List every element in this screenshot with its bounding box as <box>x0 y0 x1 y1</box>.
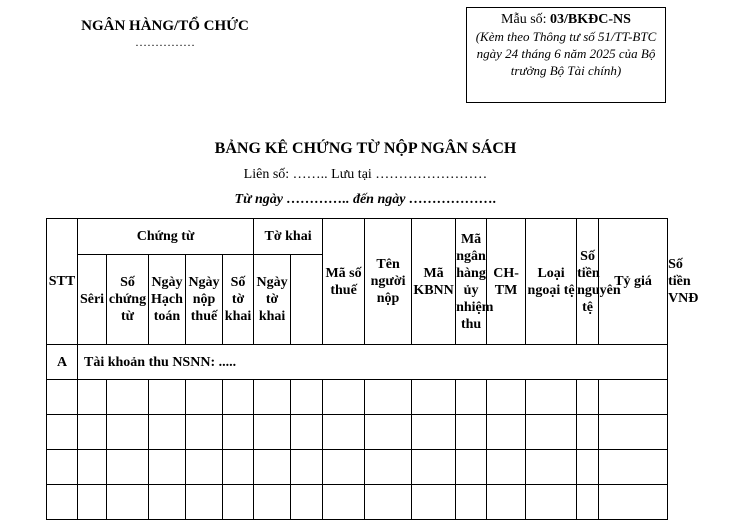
col-header-ma-so-thue: Mã số thuế <box>323 219 365 345</box>
table-row <box>47 450 668 485</box>
section-label: Tài khoản thu NSNN: ..... <box>78 345 668 380</box>
col-header-so-tien-nguyen-te: Số tiền nguyên tệ <box>577 219 599 345</box>
col-header-stt: STT <box>47 219 78 345</box>
document-title: BẢNG KÊ CHỨNG TỪ NỘP NGÂN SÁCH <box>214 140 517 157</box>
col-header-so-chung-tu: Số chứng từ <box>107 255 149 345</box>
col-header-ma-ngan-hang: Mã ngân hàng ủy nhiệm thu <box>456 219 487 345</box>
copy-number-line: Liên số: …….. Lưu tại …………………… <box>243 167 488 182</box>
table-header-row-1: STT Chứng từ Tờ khai Mã số thuế Tên người nộp Mã KBNN Mã ngân hàng ủy nhiệm thu CH-TM Loại ngoại tệ Số tiền nguyên tệ Tỷ giá Số tiền VNĐ <box>47 219 668 255</box>
col-header-seri: Sêri <box>78 255 107 345</box>
table-row <box>47 485 668 520</box>
form-info-box <box>466 7 666 103</box>
col-header-ch-tm: CH-TM <box>487 219 526 345</box>
date-range-line: Từ ngày ………….. đến ngày ………………. <box>234 192 497 207</box>
col-header-loai-ngoai-te: Loại ngoại tệ <box>526 219 577 345</box>
col-header-ma-kbnn: Mã KBNN <box>412 219 456 345</box>
table-row <box>47 415 668 450</box>
voucher-table <box>46 218 699 520</box>
col-header-ty-gia: Tỷ giá <box>599 219 668 345</box>
col-header-ngay-hach-toan: Ngày Hạch toán <box>149 255 186 345</box>
form-code: 03/BKĐC-NS <box>550 12 631 27</box>
section-stt: A <box>47 345 78 380</box>
col-header-so-to-khai: Số tờ khai <box>223 255 254 345</box>
table-row <box>47 380 668 415</box>
group-header-chung-tu: Chứng từ <box>78 219 254 255</box>
form-code-prefix: Mẫu số: <box>501 12 551 27</box>
section-row <box>47 345 668 380</box>
col-header-ngay-nop-thue: Ngày nộp thuế <box>186 255 223 345</box>
organization-header <box>70 18 260 50</box>
form-code-line <box>473 11 659 28</box>
col-header-ngay-to-khai: Ngày tờ khai <box>254 255 291 345</box>
organization-placeholder: …………… <box>135 35 195 49</box>
col-header-ten-nguoi-nop: Tên người nộp <box>365 219 412 345</box>
form-legal-note: (Kèm theo Thông tư số 51/TT-BTC ngày 24 tháng 6 năm 2025 của Bộ trưởng Bộ Tài chính) <box>475 29 657 78</box>
organization-name: NGÂN HÀNG/TỔ CHỨC <box>81 18 249 34</box>
group-header-to-khai: Tờ khai <box>254 219 323 255</box>
